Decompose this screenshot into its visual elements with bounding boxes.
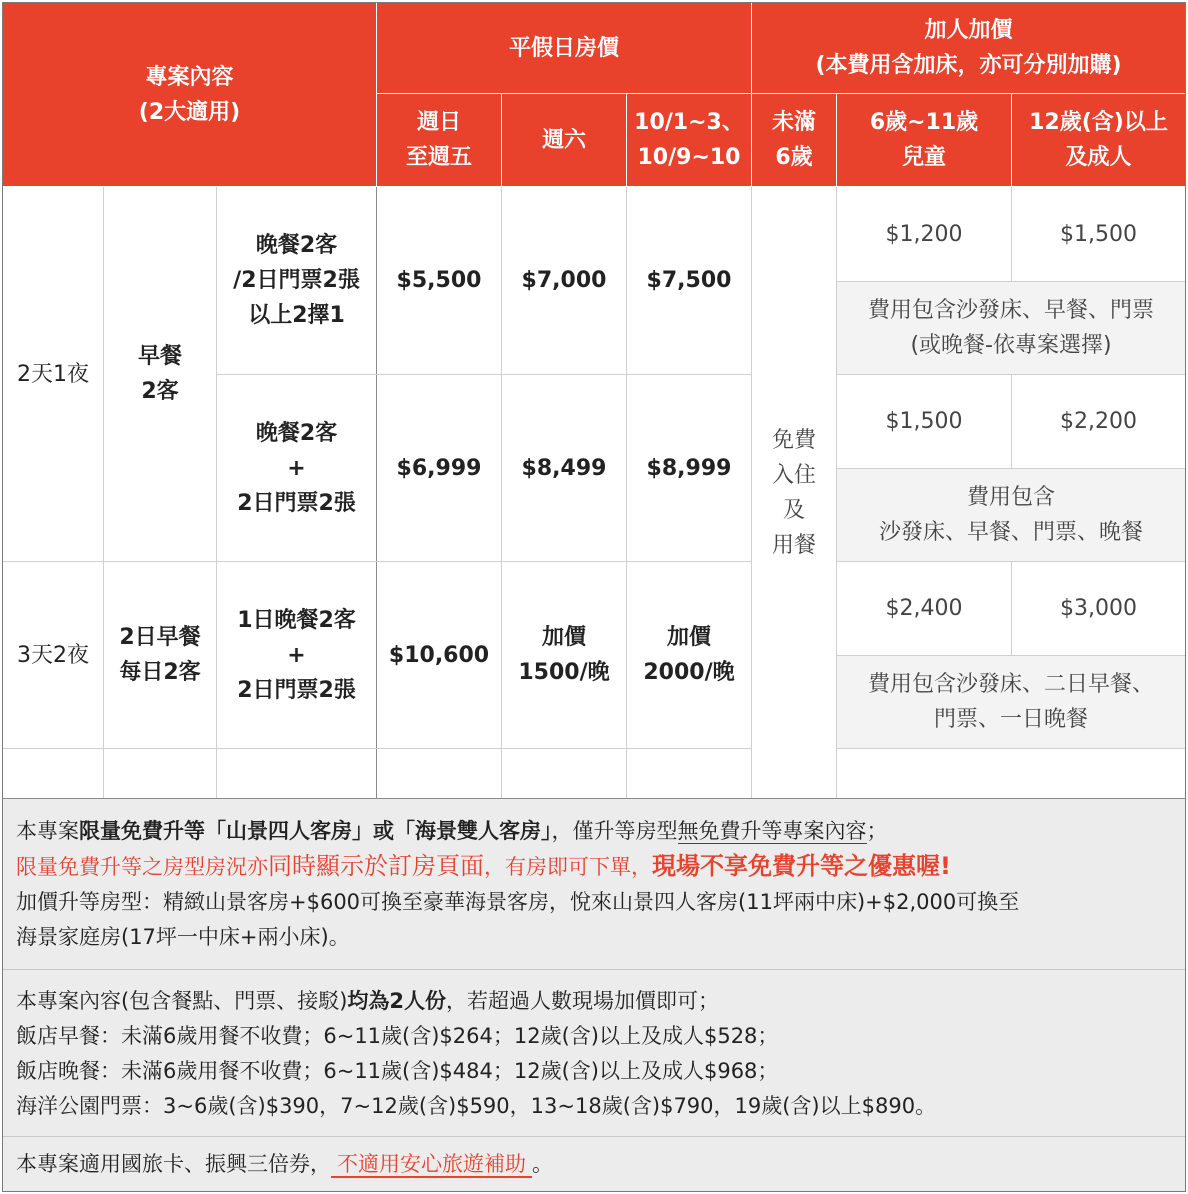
notes-voucher-line bbox=[16, 1147, 1172, 1182]
n5-a: 本專案內容(包含餐點、門票、接駁) bbox=[16, 989, 348, 1013]
free-stay bbox=[752, 187, 836, 798]
n2-c: ，有房即可下單， bbox=[484, 855, 652, 879]
price-a-sat bbox=[502, 187, 626, 374]
note-row-b-1: 費用包含 bbox=[966, 485, 1055, 510]
note-row-c-1: 費用包含沙發床、二日早餐、 bbox=[867, 672, 1154, 697]
stay-2d1n-label: 2天1夜 bbox=[17, 361, 89, 387]
price-b-oct bbox=[627, 375, 751, 561]
header-6to11-1: 6歲~11歲 bbox=[869, 110, 979, 135]
pricing-table bbox=[2, 2, 1186, 1192]
addprice-b-child-value: $1,500 bbox=[885, 409, 963, 434]
note-row-b bbox=[837, 469, 1185, 561]
breakfast-3-1: 2日早餐 bbox=[119, 625, 201, 650]
n1-d: 無免費升等專案內容 bbox=[677, 819, 867, 843]
header-weekday-label: 平假日房價 bbox=[508, 35, 619, 61]
note-row-a-1: 費用包含沙發床、早餐、門票 bbox=[867, 298, 1154, 323]
notes-upgrade bbox=[3, 799, 1185, 969]
stay-3d2n bbox=[3, 562, 103, 748]
addprice-a-adult bbox=[1012, 187, 1185, 281]
header-addperson bbox=[752, 3, 1185, 93]
package-c bbox=[217, 562, 376, 748]
n1-e: ； bbox=[866, 819, 888, 843]
free-stay-3: 及 bbox=[782, 497, 805, 523]
package-c-1: 1日晚餐2客 bbox=[237, 607, 356, 633]
n9-c: 。 bbox=[532, 1152, 553, 1176]
free-stay-2: 入住 bbox=[771, 462, 816, 488]
breakfast-3-2: 每日2客 bbox=[119, 660, 201, 685]
price-c-oct-1: 加價 bbox=[666, 625, 711, 650]
note-row-a-2: (或晚餐-依專案選擇) bbox=[910, 333, 1112, 358]
price-c-oct bbox=[627, 562, 751, 748]
notes-meals bbox=[3, 970, 1185, 1136]
header-sun-fri-2: 至週五 bbox=[405, 145, 472, 170]
header-6to11-2: 兒童 bbox=[901, 145, 946, 170]
notes-upgrade-line2 bbox=[16, 849, 1172, 885]
n9-b: 不適用安心旅遊補助 bbox=[331, 1152, 532, 1178]
package-a-1: 晚餐2客 bbox=[255, 233, 338, 258]
addprice-c-adult-value: $3,000 bbox=[1060, 596, 1137, 621]
price-c-weekday-value: $10,600 bbox=[388, 642, 490, 668]
notes-upgrade-line3: 加價升等房型：精緻山景客房+$600可換至豪華海景客房，悅來山景四人客房(11坪兩中床)+$2,000可換至 bbox=[16, 890, 1020, 914]
notes-meals-line4: 海洋公園門票：3~6歲(含)$390，7~12歲(含)$590，13~18歲(含)$790，19歲(含)以上$890。 bbox=[16, 1094, 937, 1118]
price-b-sat bbox=[502, 375, 626, 561]
addprice-b-child bbox=[837, 375, 1011, 468]
n5-b: 均為2人份 bbox=[347, 989, 447, 1013]
note-row-b-2: 沙發床、早餐、門票、晚餐 bbox=[878, 520, 1143, 545]
breakfast-2-2: 2客 bbox=[141, 379, 179, 404]
package-a bbox=[217, 187, 376, 374]
price-b-sat-value: $8,499 bbox=[521, 455, 607, 481]
header-oct-1: 10/1~3、 bbox=[634, 110, 744, 135]
notes-voucher bbox=[3, 1137, 1185, 1192]
price-c-sat-1: 加價 bbox=[541, 625, 586, 650]
header-under6-1: 未滿 bbox=[771, 110, 816, 135]
addprice-a-adult-value: $1,500 bbox=[1060, 221, 1137, 247]
breakfast-3 bbox=[104, 562, 216, 748]
stay-2d1n bbox=[3, 187, 103, 561]
notes-meals-line1 bbox=[16, 984, 1172, 1019]
header-addperson-label: 加人加價 bbox=[924, 18, 1013, 43]
package-b-1: 晚餐2客 bbox=[255, 420, 338, 446]
n2-d: 現場不享免費升等之優惠喔! bbox=[652, 852, 951, 880]
header-project bbox=[3, 3, 376, 186]
addprice-a-child bbox=[837, 187, 1011, 281]
header-6to11 bbox=[837, 94, 1011, 186]
addprice-a-child-value: $1,200 bbox=[885, 221, 963, 247]
addprice-c-child bbox=[837, 562, 1011, 655]
price-a-oct-value: $7,500 bbox=[646, 268, 732, 293]
free-stay-1: 免費 bbox=[771, 427, 816, 453]
price-c-sat bbox=[502, 562, 626, 748]
header-under6-2: 6歲 bbox=[775, 145, 813, 170]
price-a-sat-value: $7,000 bbox=[521, 268, 607, 293]
n1-a: 本專案 bbox=[16, 819, 79, 843]
price-c-oct-2: 2000/晚 bbox=[643, 660, 735, 685]
package-a-2: /2日門票2張 bbox=[233, 268, 360, 293]
addprice-b-adult bbox=[1012, 375, 1185, 468]
note-row-a bbox=[837, 282, 1185, 374]
header-sun-fri bbox=[377, 94, 501, 186]
header-sat-label: 週六 bbox=[541, 127, 586, 153]
header-12up bbox=[1012, 94, 1185, 186]
package-b-2: + bbox=[287, 455, 306, 481]
notes-meals-line2: 飯店早餐：未滿6歲用餐不收費；6~11歲(含)$264；12歲(含)以上及成人$528； bbox=[16, 1024, 779, 1048]
n1-b: 限量免費升等「山景四人客房」或「海景雙人客房」 bbox=[79, 819, 552, 843]
price-a-weekday bbox=[377, 187, 501, 374]
header-12up-2: 及成人 bbox=[1065, 145, 1132, 170]
package-b bbox=[217, 375, 376, 561]
notes-upgrade-line4: 海景家庭房(17坪一中床+兩小床)。 bbox=[16, 925, 350, 949]
header-addperson-sub: (本費用含加床，亦可分別加購) bbox=[815, 53, 1122, 78]
breakfast-2 bbox=[104, 187, 216, 561]
package-a-3: 以上2擇1 bbox=[248, 303, 345, 328]
n5-c: ，若超過人數現場加價即可； bbox=[446, 989, 720, 1013]
notes-meals-line3: 飯店晚餐：未滿6歲用餐不收費；6~11歲(含)$484；12歲(含)以上及成人$968； bbox=[16, 1059, 779, 1083]
package-c-2: + bbox=[287, 642, 306, 668]
addprice-c-adult bbox=[1012, 562, 1185, 655]
header-sat bbox=[502, 94, 626, 186]
price-c-weekday bbox=[377, 562, 501, 748]
notes-upgrade-line1 bbox=[16, 814, 1172, 849]
n2-a: 限量免費升等之房型房況亦 bbox=[16, 855, 268, 879]
free-stay-4: 用餐 bbox=[771, 532, 816, 558]
price-a-weekday-value: $5,500 bbox=[396, 268, 482, 293]
header-under6 bbox=[752, 94, 836, 186]
header-project-label: 專案內容 bbox=[145, 64, 234, 90]
addprice-b-adult-value: $2,200 bbox=[1060, 409, 1137, 434]
n9-a: 本專案適用國旅卡、振興三倍券， bbox=[16, 1152, 331, 1176]
note-row-c bbox=[837, 656, 1185, 748]
stay-3d2n-label: 3天2夜 bbox=[17, 642, 89, 668]
breakfast-2-1: 早餐 bbox=[137, 344, 182, 369]
package-c-3: 2日門票2張 bbox=[237, 677, 356, 703]
header-12up-1: 12歲(含)以上 bbox=[1029, 110, 1168, 135]
header-oct-2: 10/9~10 bbox=[637, 145, 741, 170]
n2-b: 同時顯示於訂房頁面 bbox=[268, 852, 484, 880]
header-oct bbox=[627, 94, 751, 186]
price-b-oct-value: $8,999 bbox=[646, 455, 732, 481]
price-a-oct bbox=[627, 187, 751, 374]
price-c-sat-2: 1500/晚 bbox=[518, 660, 610, 685]
n1-c: ，僅升等房型 bbox=[551, 819, 678, 843]
addprice-c-child-value: $2,400 bbox=[885, 596, 963, 621]
header-sun-fri-1: 週日 bbox=[416, 110, 461, 135]
header-project-sub: (2大適用) bbox=[138, 99, 241, 125]
price-b-weekday bbox=[377, 375, 501, 561]
header-weekday bbox=[377, 3, 751, 93]
price-b-weekday-value: $6,999 bbox=[396, 455, 482, 481]
note-row-c-2: 門票、一日晚餐 bbox=[933, 707, 1088, 732]
package-b-3: 2日門票2張 bbox=[237, 490, 356, 516]
